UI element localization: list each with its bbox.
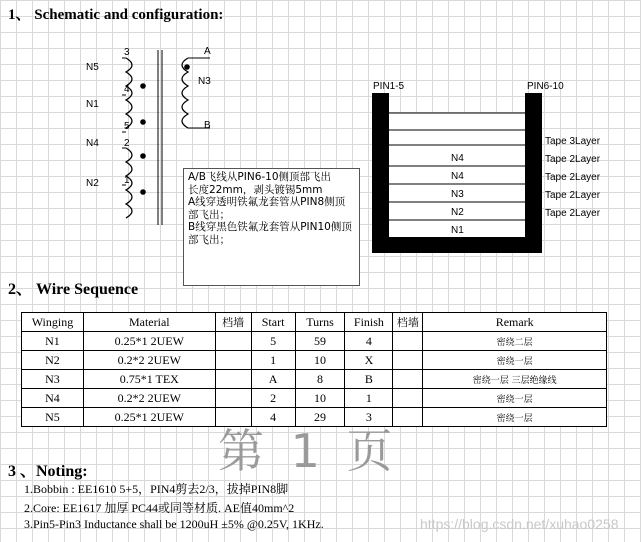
note-line: A线穿透明铁氟龙套管从PIN8侧顶部飞出；	[188, 196, 346, 221]
winding-n1-label: N1	[86, 99, 99, 110]
page-number-watermark: 第 1 页	[218, 424, 399, 478]
table-cell: 3	[345, 408, 393, 427]
noting-line: 2.Core: EE1617 加厚 PC44或同等材质. AE值40mm^2	[24, 501, 295, 515]
tape-layer-label: Tape 2Layer	[545, 208, 601, 219]
note-line: A/B飞线从PIN6-10侧顶部飞出	[188, 171, 332, 183]
pin-5-label: 5	[124, 121, 130, 132]
table-cell: 4	[251, 408, 295, 427]
table-cell: B	[345, 370, 393, 389]
table-cell: 59	[295, 332, 345, 351]
tape-layer-label: Tape 2Layer	[545, 190, 601, 201]
table-cell	[393, 351, 423, 370]
table-cell: 密绕二层	[423, 332, 607, 351]
table-cell: 0.25*1 2UEW	[83, 332, 215, 351]
table-row	[22, 389, 607, 408]
bobbin-layer-label: N4	[451, 171, 464, 182]
table-cell: 1	[345, 389, 393, 408]
col-header: Finish	[345, 313, 393, 332]
table-cell: 密绕一层	[423, 389, 607, 408]
table-cell: N1	[22, 332, 84, 351]
table-cell: A	[251, 370, 295, 389]
col-header: Turns	[295, 313, 345, 332]
table-cell: 2	[251, 389, 295, 408]
pin-3-label: 3	[124, 47, 130, 58]
table-row	[22, 370, 607, 389]
table-cell: 密绕一层	[423, 351, 607, 370]
wire-sequence-table	[21, 312, 607, 427]
section-2-title: 2、 Wire Sequence	[8, 281, 139, 298]
bobbin-layer-label: N4	[451, 153, 464, 164]
table-cell: N4	[22, 389, 84, 408]
table-cell: 10	[295, 351, 345, 370]
lead-wire-note	[183, 168, 360, 286]
table-cell	[393, 332, 423, 351]
tape-layer-label: Tape 2Layer	[545, 154, 601, 165]
winding-n4-label: N4	[86, 138, 99, 149]
table-cell: N3	[22, 370, 84, 389]
table-cell: 0.75*1 TEX	[83, 370, 215, 389]
tape-layer-label: Tape 2Layer	[545, 172, 601, 183]
table-cell: 5	[251, 332, 295, 351]
table-cell	[393, 389, 423, 408]
noting-line: 3.Pin5-Pin3 Inductance shall be 1200uH ±5% @0.25V, 1KHz.	[24, 517, 324, 531]
secondary-b-label: B	[204, 120, 211, 131]
table-cell: 0.25*1 2UEW	[83, 408, 215, 427]
table-cell	[215, 370, 251, 389]
pin-1-label: 1	[124, 175, 130, 186]
table-row	[22, 332, 607, 351]
table-cell	[393, 370, 423, 389]
section-3-title: 3 、Noting:	[8, 463, 88, 480]
bobbin-layer-label: N3	[451, 189, 464, 200]
table-cell: 密绕一层 三层绝缘线	[423, 370, 607, 389]
table-cell: 10	[295, 389, 345, 408]
table-cell: 4	[345, 332, 393, 351]
table-cell: 1	[251, 351, 295, 370]
winding-n3-label: N3	[198, 76, 211, 87]
table-cell: 密绕一层	[423, 408, 607, 427]
section-1-title: 1、 Schematic and configuration:	[8, 7, 224, 23]
col-header: 档墙	[393, 313, 423, 332]
col-header: 档墙	[215, 313, 251, 332]
tape-layer-label: Tape 3Layer	[545, 136, 601, 147]
bobbin-layer-label: N2	[451, 207, 464, 218]
table-cell: N5	[22, 408, 84, 427]
col-header: Start	[251, 313, 295, 332]
secondary-a-label: A	[204, 46, 211, 57]
table-cell: 0.2*2 2UEW	[83, 389, 215, 408]
pin-2-label: 2	[124, 138, 130, 149]
table-cell	[215, 332, 251, 351]
table-header-row	[22, 313, 607, 332]
table-cell	[215, 351, 251, 370]
note-line: 长度22mm，剥头镀锡5mm	[188, 183, 323, 196]
bobbin-left-pin-label: PIN1-5	[373, 81, 405, 92]
col-header: Material	[83, 313, 215, 332]
table-cell: 8	[295, 370, 345, 389]
table-cell: X	[345, 351, 393, 370]
noting-line: 1.Bobbin : EE1610 5+5，PIN4剪去2/3，拔掉PIN8脚	[24, 482, 289, 496]
pin-4-label: 4	[124, 84, 130, 95]
bobbin-layer-label: N1	[451, 225, 464, 236]
bobbin-right-pin-label: PIN6-10	[527, 81, 564, 92]
url-watermark: https://blog.csdn.net/xuhao0258	[420, 516, 619, 532]
note-line: B线穿黑色铁氟龙套管从PIN10侧顶部飞出；	[188, 221, 352, 246]
winding-n5-label: N5	[86, 62, 99, 73]
winding-n2-label: N2	[86, 178, 99, 189]
table-cell: N2	[22, 351, 84, 370]
table-cell: 29	[295, 408, 345, 427]
table-row	[22, 351, 607, 370]
table-cell	[215, 389, 251, 408]
col-header: Winging	[22, 313, 84, 332]
table-cell: 0.2*2 2UEW	[83, 351, 215, 370]
col-header: Remark	[423, 313, 607, 332]
